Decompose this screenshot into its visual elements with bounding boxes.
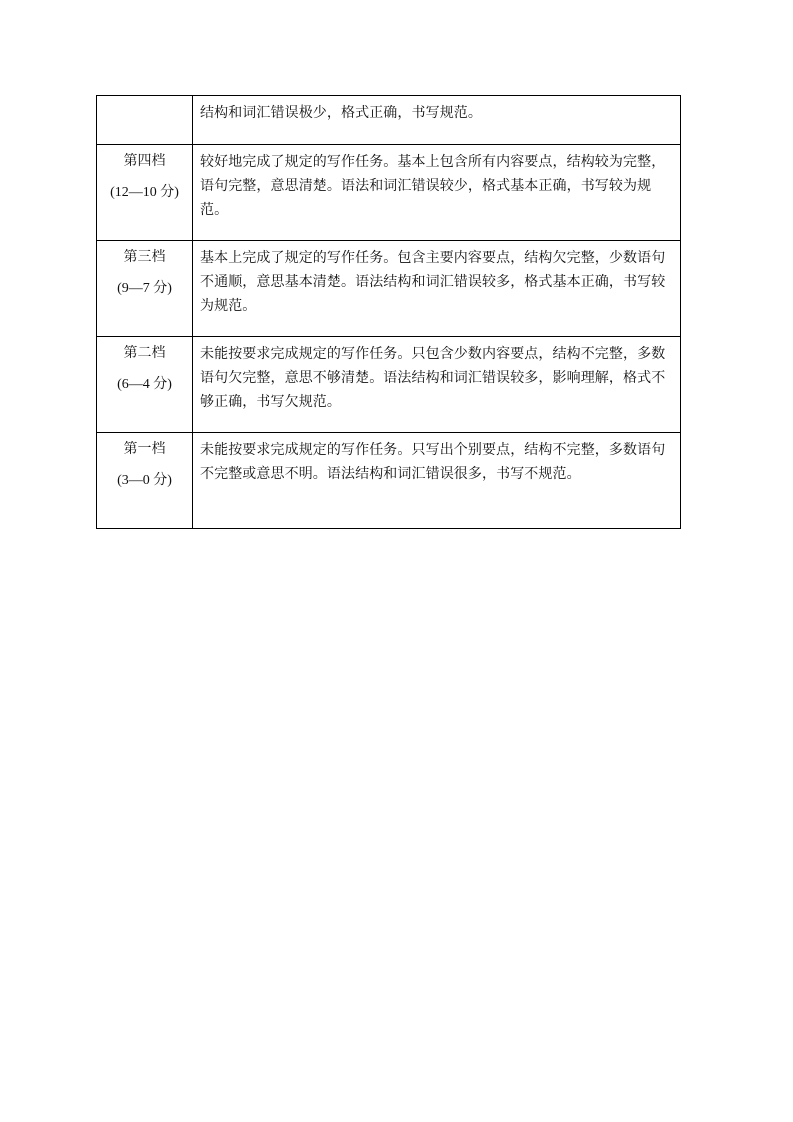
table-row-band-3 (97, 241, 681, 337)
band-description: 未能按要求完成规定的写作任务。只包含少数内容要点，结构不完整，多数语句欠完整，意思不够清楚。语法结构和词汇错误较多，影响理解，格式不够正确，书写欠规范。 (193, 337, 681, 433)
band-score-range: (3—0 分) (117, 473, 172, 488)
band-level-cell (97, 145, 193, 241)
band-name: 第三档 (123, 249, 166, 265)
table-row-continuation (97, 96, 681, 145)
band-level-cell (97, 241, 193, 337)
empty-level-cell (97, 96, 193, 145)
band-level-cell (97, 337, 193, 433)
band-score-range: (6—4 分) (117, 377, 172, 392)
table-row-band-2 (97, 337, 681, 433)
band-level-cell (97, 433, 193, 529)
band-score-range: (12—10 分) (110, 185, 179, 200)
band-description: 基本上完成了规定的写作任务。包含主要内容要点，结构欠完整，少数语句不通顺，意思基本清楚。语法结构和词汇错误较多，格式基本正确，书写较为规范。 (193, 241, 681, 337)
scoring-rubric-table (96, 95, 681, 529)
table-row-band-4 (97, 145, 681, 241)
band-score-range: (9—7 分) (117, 281, 172, 296)
band-name: 第一档 (123, 441, 166, 457)
band-description: 结构和词汇错误极少，格式正确，书写规范。 (193, 96, 681, 145)
band-description: 较好地完成了规定的写作任务。基本上包含所有内容要点，结构较为完整，语句完整，意思清楚。语法和词汇错误较少，格式基本正确，书写较为规范。 (193, 145, 681, 241)
band-name: 第二档 (123, 345, 166, 361)
band-name: 第四档 (123, 153, 166, 169)
table-row-band-1 (97, 433, 681, 529)
band-description: 未能按要求完成规定的写作任务。只写出个别要点，结构不完整，多数语句不完整或意思不明。语法结构和词汇错误很多，书写不规范。 (193, 433, 681, 529)
